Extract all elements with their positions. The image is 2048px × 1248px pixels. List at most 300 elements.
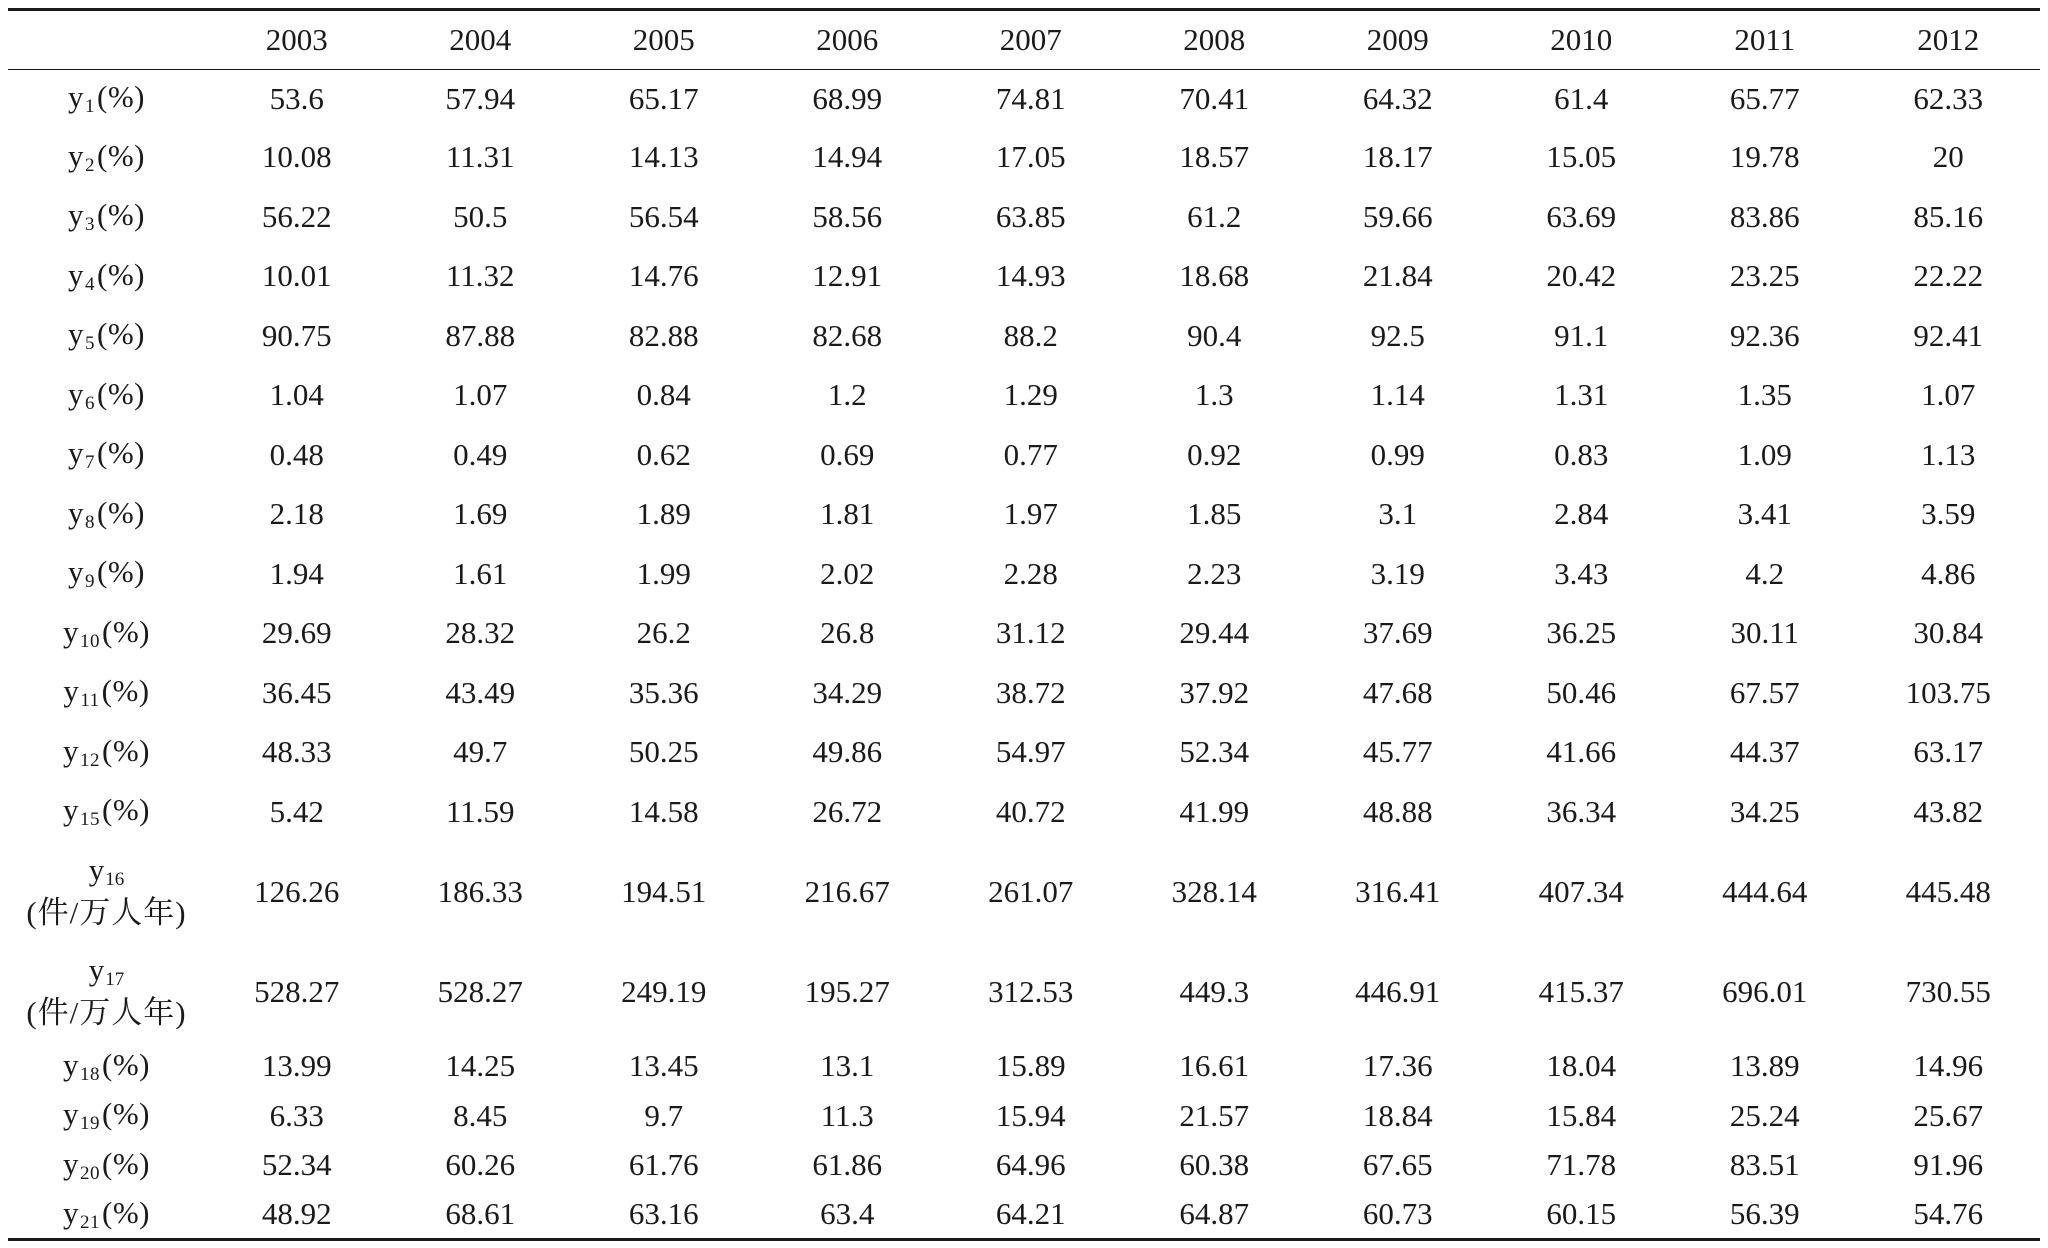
table-cell-value: 11.31 (445, 139, 515, 175)
variable-symbol (68, 554, 95, 593)
table-cell-value: 14.76 (628, 258, 699, 294)
table-cell-value: 92.41 (1913, 317, 1984, 353)
table-cell-value: 0.77 (1003, 436, 1058, 472)
table-cell-value: 1.69 (453, 496, 508, 532)
row-label-cell (8, 782, 205, 842)
table-cell-value: 67.57 (1729, 674, 1800, 710)
table-cell-value: 444.64 (1722, 873, 1808, 909)
table-cell-value: 43.82 (1913, 793, 1984, 829)
variable-letter: y (68, 494, 84, 530)
table-cell-value: 415.37 (1538, 973, 1624, 1009)
row-label-cell (8, 723, 205, 783)
variable-symbol (68, 137, 95, 176)
table-row (8, 247, 2040, 307)
table-cell-value: 56.39 (1673, 1190, 1857, 1240)
variable-label (63, 1194, 150, 1235)
table-cell-value: 18.17 (1362, 139, 1433, 175)
table-row (8, 782, 2040, 842)
variable-unit: (件/万人年) (26, 995, 187, 1031)
table-cell-value: 195.27 (804, 973, 890, 1009)
table-cell-value: 60.15 (1490, 1190, 1674, 1240)
variable-subscript: 19 (80, 1113, 100, 1135)
table-cell-value: 52.34 (1179, 734, 1250, 770)
variable-label (68, 137, 145, 178)
table-cell-value: 2.02 (820, 555, 875, 591)
variable-letter: y (63, 1145, 79, 1181)
table-cell-value: 0.49 (453, 436, 508, 472)
variable-label (68, 375, 145, 416)
variable-subscript: 12 (80, 749, 100, 771)
table-cell-value: 10.08 (261, 139, 332, 175)
table-cell-value: 3.19 (1370, 555, 1425, 591)
table-cell-value: 3.59 (1921, 496, 1976, 532)
variable-subscript: 9 (85, 571, 95, 593)
table-cell-value: 59.66 (1362, 198, 1433, 234)
row-label-cell (8, 663, 205, 723)
variable-unit: (%) (102, 732, 150, 768)
variable-subscript: 3 (85, 214, 95, 236)
table-cell-value: 92.5 (1370, 317, 1425, 353)
table-cell-value: 90.4 (1187, 317, 1242, 353)
table-cell-value: 18.84 (1362, 1097, 1433, 1133)
table-cell-value: 60.73 (1306, 1190, 1490, 1240)
row-label-cell (8, 70, 205, 128)
table-cell-value: 3.41 (1737, 496, 1792, 532)
table-cell-value: 56.22 (261, 198, 332, 234)
table-cell-value: 0.84 (636, 377, 691, 413)
table-cell-value: 28.32 (445, 615, 516, 651)
table-cell-value: 2.28 (1003, 555, 1058, 591)
table-row (8, 1190, 2040, 1240)
table-cell-value: 1.81 (820, 496, 875, 532)
table-cell-value: 449.3 (1179, 973, 1250, 1009)
table-cell-value: 65.77 (1729, 80, 1800, 116)
table-cell-value: 64.96 (995, 1147, 1066, 1183)
table-cell-value: 65.17 (628, 80, 699, 116)
table-cell-value: 1.89 (636, 496, 691, 532)
variable-unit: (%) (102, 613, 150, 649)
table-cell-value: 21.57 (1179, 1097, 1250, 1133)
row-label-cell (8, 425, 205, 485)
variable-symbol (63, 792, 100, 831)
variable-label (63, 672, 149, 713)
variable-subscript: 17 (105, 968, 125, 990)
table-cell-value: 45.77 (1362, 734, 1433, 770)
table-cell-value: 0.92 (1187, 436, 1242, 472)
table-cell-value: 61.86 (812, 1147, 883, 1183)
table-row (8, 70, 2040, 128)
table-cell-value: 60.38 (1179, 1147, 1250, 1183)
variable-letter: y (68, 435, 84, 471)
variable-unit: (%) (97, 316, 145, 352)
variable-subscript: 16 (105, 868, 125, 890)
row-label-cell (8, 366, 205, 426)
indicator-table (8, 8, 2040, 1241)
variable-letter: y (63, 732, 79, 768)
table-cell-value: 0.69 (820, 436, 875, 472)
table-cell-value: 528.27 (437, 973, 523, 1009)
row-label-cell (8, 604, 205, 664)
variable-letter: y (68, 137, 84, 173)
table-cell-value: 18.04 (1546, 1048, 1617, 1084)
table-cell-value: 1.94 (269, 555, 324, 591)
table-cell-value: 1.07 (453, 377, 508, 413)
variable-label (26, 849, 186, 934)
table-cell-value: 74.81 (995, 80, 1066, 116)
header-cell-year: 2003 (205, 10, 389, 70)
table-cell-value: 17.05 (995, 139, 1066, 175)
table-cell-value: 63.16 (572, 1190, 756, 1240)
variable-label (68, 78, 145, 119)
table-cell-value: 0.62 (636, 436, 691, 472)
table-cell-value: 15.84 (1546, 1097, 1617, 1133)
table-cell-value: 4.86 (1921, 555, 1976, 591)
table-cell-value: 34.25 (1729, 793, 1800, 829)
variable-symbol (68, 435, 95, 474)
table-cell-value: 87.88 (445, 317, 516, 353)
table-cell-value: 1.13 (1921, 436, 1976, 472)
variable-subscript: 4 (85, 273, 95, 295)
table-cell-value: 23.25 (1729, 258, 1800, 294)
variable-subscript: 15 (80, 809, 100, 831)
variable-unit: (%) (97, 197, 145, 233)
table-cell-value: 20 (1932, 139, 1964, 175)
table-cell-value: 3.1 (1378, 496, 1418, 532)
variable-unit: (%) (102, 1046, 150, 1082)
table-cell-value: 26.8 (820, 615, 875, 651)
table-cell-value: 11.3 (820, 1097, 874, 1133)
variable-label (26, 949, 186, 1034)
table-cell-value: 48.33 (261, 734, 332, 770)
variable-symbol (68, 494, 95, 533)
table-cell-value: 37.92 (1179, 674, 1250, 710)
table-cell-value: 25.67 (1913, 1097, 1984, 1133)
table-cell-value: 10.01 (261, 258, 332, 294)
table-row (8, 544, 2040, 604)
table-row (8, 187, 2040, 247)
variable-letter: y (88, 951, 105, 987)
variable-symbol (63, 1046, 100, 1085)
row-label-cell (8, 306, 205, 366)
variable-subscript: 8 (85, 511, 95, 533)
header-cell-year: 2011 (1673, 10, 1857, 70)
variable-label (68, 315, 145, 356)
table-cell-value: 57.94 (445, 80, 516, 116)
table-cell-value: 67.65 (1362, 1147, 1433, 1183)
variable-letter: y (68, 79, 84, 115)
variable-label (68, 553, 145, 594)
variable-symbol (68, 197, 95, 236)
table-cell-value: 1.29 (1003, 377, 1058, 413)
table-cell-value: 2.18 (269, 496, 324, 532)
table-body (8, 70, 2040, 1240)
table-cell-value: 696.01 (1722, 973, 1808, 1009)
table-cell-value: 446.91 (1355, 973, 1441, 1009)
table-cell-value: 54.76 (1857, 1190, 2041, 1240)
table-cell-value: 15.89 (995, 1048, 1066, 1084)
table-cell-value: 1.97 (1003, 496, 1058, 532)
table-cell-value: 47.68 (1362, 674, 1433, 710)
table-cell-value: 2.23 (1187, 555, 1242, 591)
header-cell-year: 2006 (756, 10, 940, 70)
table-cell-value: 1.09 (1737, 436, 1792, 472)
variable-subscript: 21 (80, 1211, 100, 1233)
table-cell-value: 1.31 (1554, 377, 1609, 413)
table-cell-value: 730.55 (1905, 973, 1991, 1009)
table-cell-value: 1.04 (269, 377, 324, 413)
variable-subscript: 11 (80, 690, 100, 712)
table-cell-value: 1.99 (636, 555, 691, 591)
table-cell-value: 1.35 (1737, 377, 1792, 413)
variable-symbol (68, 316, 95, 355)
table-cell-value: 37.69 (1362, 615, 1433, 651)
table-cell-value: 1.85 (1187, 496, 1242, 532)
table-cell-value: 41.99 (1179, 793, 1250, 829)
table-cell-value: 63.69 (1546, 198, 1617, 234)
variable-letter: y (63, 613, 79, 649)
table-row (8, 128, 2040, 188)
table-cell-value: 49.86 (812, 734, 883, 770)
row-label-cell (8, 544, 205, 604)
table-cell-value: 83.86 (1729, 198, 1800, 234)
row-label-cell (8, 128, 205, 188)
table-cell-value: 18.68 (1179, 258, 1250, 294)
variable-symbol (63, 1096, 100, 1135)
table-row (8, 663, 2040, 723)
table-cell-value: 445.48 (1905, 873, 1991, 909)
table-cell-value: 82.68 (812, 317, 883, 353)
table-header-row (8, 10, 2040, 70)
table-cell-value: 3.43 (1554, 555, 1609, 591)
table-cell-value: 54.97 (995, 734, 1066, 770)
table-cell-value: 36.45 (261, 674, 332, 710)
table-cell-value: 14.25 (445, 1048, 516, 1084)
table-cell-value: 40.72 (995, 793, 1066, 829)
table-cell-value: 9.7 (644, 1097, 684, 1133)
table-cell-value: 1.07 (1921, 377, 1976, 413)
table-cell-value: 216.67 (804, 873, 890, 909)
variable-label (63, 732, 150, 773)
table-cell-value: 52.34 (261, 1147, 332, 1183)
row-label-cell (8, 1091, 205, 1141)
table-cell-value: 31.12 (995, 615, 1066, 651)
table-cell-value: 91.96 (1913, 1147, 1984, 1183)
table-cell-value: 70.41 (1179, 80, 1250, 116)
variable-letter: y (63, 673, 80, 709)
document-page (8, 0, 2040, 1248)
variable-symbol (63, 1194, 100, 1233)
variable-symbol (63, 732, 100, 771)
variable-unit: (%) (102, 1194, 150, 1230)
table-cell-value: 71.78 (1546, 1147, 1617, 1183)
variable-subscript: 5 (85, 333, 95, 355)
variable-unit: (%) (97, 137, 145, 173)
variable-subscript: 18 (80, 1063, 100, 1085)
table-row (8, 366, 2040, 426)
variable-subscript: 20 (80, 1162, 100, 1184)
table-cell-value: 26.2 (636, 615, 691, 651)
row-label-cell (8, 187, 205, 247)
table-cell-value: 50.5 (453, 198, 508, 234)
table-cell-value: 14.93 (995, 258, 1066, 294)
variable-label (63, 791, 150, 832)
variable-label (68, 494, 145, 535)
table-cell-value: 12.91 (812, 258, 883, 294)
variable-unit: (%) (102, 1145, 150, 1181)
variable-symbol (68, 375, 95, 414)
variable-letter: y (68, 316, 84, 352)
variable-symbol (26, 849, 186, 893)
row-label-cell (8, 1042, 205, 1092)
table-cell-value: 4.2 (1745, 555, 1785, 591)
table-cell-value: 62.33 (1913, 80, 1984, 116)
table-cell-value: 48.88 (1362, 793, 1433, 829)
row-label-cell (8, 1141, 205, 1191)
table-cell-value: 14.58 (628, 793, 699, 829)
table-cell-value: 68.61 (389, 1190, 573, 1240)
variable-letter: y (63, 1096, 79, 1132)
table-cell-value: 61.2 (1187, 198, 1242, 234)
table-row (8, 723, 2040, 783)
table-cell-value: 41.66 (1546, 734, 1617, 770)
header-cell-year: 2010 (1490, 10, 1674, 70)
table-cell-value: 30.11 (1730, 615, 1800, 651)
table-cell-value: 36.34 (1546, 793, 1617, 829)
table-cell-value: 13.1 (820, 1048, 875, 1084)
table-cell-value: 15.94 (995, 1097, 1066, 1133)
variable-unit: (%) (102, 1096, 150, 1132)
variable-label (68, 256, 145, 297)
variable-unit: (%) (97, 435, 145, 471)
variable-unit: (%) (97, 79, 145, 115)
variable-letter: y (88, 851, 105, 887)
variable-subscript: 6 (85, 392, 95, 414)
table-row (8, 306, 2040, 366)
table-cell-value: 56.54 (628, 198, 699, 234)
table-row (8, 485, 2040, 545)
table-cell-value: 82.88 (628, 317, 699, 353)
table-cell-value: 64.21 (939, 1190, 1123, 1240)
header-cell-year: 2009 (1306, 10, 1490, 70)
table-cell-value: 61.4 (1554, 80, 1609, 116)
table-cell-value: 36.25 (1546, 615, 1617, 651)
variable-letter: y (63, 792, 79, 828)
variable-label (63, 1095, 150, 1136)
table-cell-value: 17.36 (1362, 1048, 1433, 1084)
table-cell-value: 34.29 (812, 674, 883, 710)
variable-label (63, 1046, 150, 1087)
table-cell-value: 19.78 (1729, 139, 1800, 175)
table-cell-value: 18.57 (1179, 139, 1250, 175)
table-cell-value: 63.85 (995, 198, 1066, 234)
table-cell-value: 63.17 (1913, 734, 1984, 770)
table-cell-value: 126.26 (254, 873, 340, 909)
table-cell-value: 14.13 (628, 139, 699, 175)
table-cell-value: 21.84 (1362, 258, 1433, 294)
table-cell-value: 63.4 (756, 1190, 940, 1240)
row-label-cell (8, 247, 205, 307)
table-cell-value: 38.72 (995, 674, 1066, 710)
table-cell-value: 64.32 (1362, 80, 1433, 116)
table-cell-value: 8.45 (453, 1097, 508, 1133)
table-cell-value: 0.48 (269, 436, 324, 472)
variable-unit: (%) (101, 673, 150, 709)
table-row (8, 425, 2040, 485)
variable-subscript: 7 (85, 452, 95, 474)
table-cell-value: 91.1 (1554, 317, 1609, 353)
table-cell-value: 194.51 (621, 873, 707, 909)
table-cell-value: 53.6 (269, 80, 324, 116)
variable-subscript: 2 (85, 154, 95, 176)
table-cell-value: 1.61 (453, 555, 508, 591)
table-cell-value: 43.49 (445, 674, 516, 710)
table-cell-value: 20.42 (1546, 258, 1617, 294)
table-cell-value: 186.33 (437, 873, 523, 909)
variable-label (63, 613, 150, 654)
table-cell-value: 249.19 (621, 973, 707, 1009)
variable-letter: y (63, 1194, 79, 1230)
table-row (8, 1091, 2040, 1141)
row-label-cell (8, 842, 205, 942)
header-cell-year: 2012 (1857, 10, 2041, 70)
table-cell-value: 61.76 (628, 1147, 699, 1183)
table-row (8, 1042, 2040, 1092)
header-cell-year: 2007 (939, 10, 1123, 70)
row-label-cell (8, 1190, 205, 1240)
table-cell-value: 0.83 (1554, 436, 1609, 472)
table-cell-value: 13.89 (1729, 1048, 1800, 1084)
variable-subscript: 1 (85, 96, 95, 118)
variable-unit: (%) (97, 256, 145, 292)
table-cell-value: 11.32 (445, 258, 515, 294)
table-cell-value: 328.14 (1171, 873, 1257, 909)
variable-symbol (63, 1145, 100, 1184)
table-cell-value: 58.56 (812, 198, 883, 234)
variable-symbol (63, 613, 100, 652)
table-cell-value: 60.26 (445, 1147, 516, 1183)
table-cell-value: 13.45 (628, 1048, 699, 1084)
table-cell-value: 83.51 (1729, 1147, 1800, 1183)
table-cell-value: 0.99 (1370, 436, 1425, 472)
table-cell-value: 13.99 (261, 1048, 332, 1084)
header-cell-year: 2004 (389, 10, 573, 70)
variable-unit: (%) (102, 792, 150, 828)
table-cell-value: 1.14 (1370, 377, 1425, 413)
table-row (8, 842, 2040, 942)
table-cell-value: 528.27 (254, 973, 340, 1009)
table-cell-value: 407.34 (1538, 873, 1624, 909)
table-cell-value: 85.16 (1913, 198, 1984, 234)
table-cell-value: 48.92 (205, 1190, 389, 1240)
variable-label (68, 434, 145, 475)
variable-label (63, 1145, 150, 1186)
table-cell-value: 1.3 (1194, 377, 1234, 413)
table-cell-value: 29.69 (261, 615, 332, 651)
variable-symbol (68, 79, 95, 118)
table-cell-value: 11.59 (445, 793, 515, 829)
table-cell-value: 22.22 (1913, 258, 1984, 294)
table-cell-value: 64.87 (1123, 1190, 1307, 1240)
table-cell-value: 90.75 (261, 317, 332, 353)
table-cell-value: 6.33 (269, 1097, 324, 1133)
table-cell-value: 68.99 (812, 80, 883, 116)
header-cell-year: 2005 (572, 10, 756, 70)
variable-symbol (63, 673, 100, 712)
table-cell-value: 29.44 (1179, 615, 1250, 651)
table-cell-value: 26.72 (812, 793, 883, 829)
table-cell-value: 92.36 (1729, 317, 1800, 353)
table-cell-value: 16.61 (1179, 1048, 1250, 1084)
